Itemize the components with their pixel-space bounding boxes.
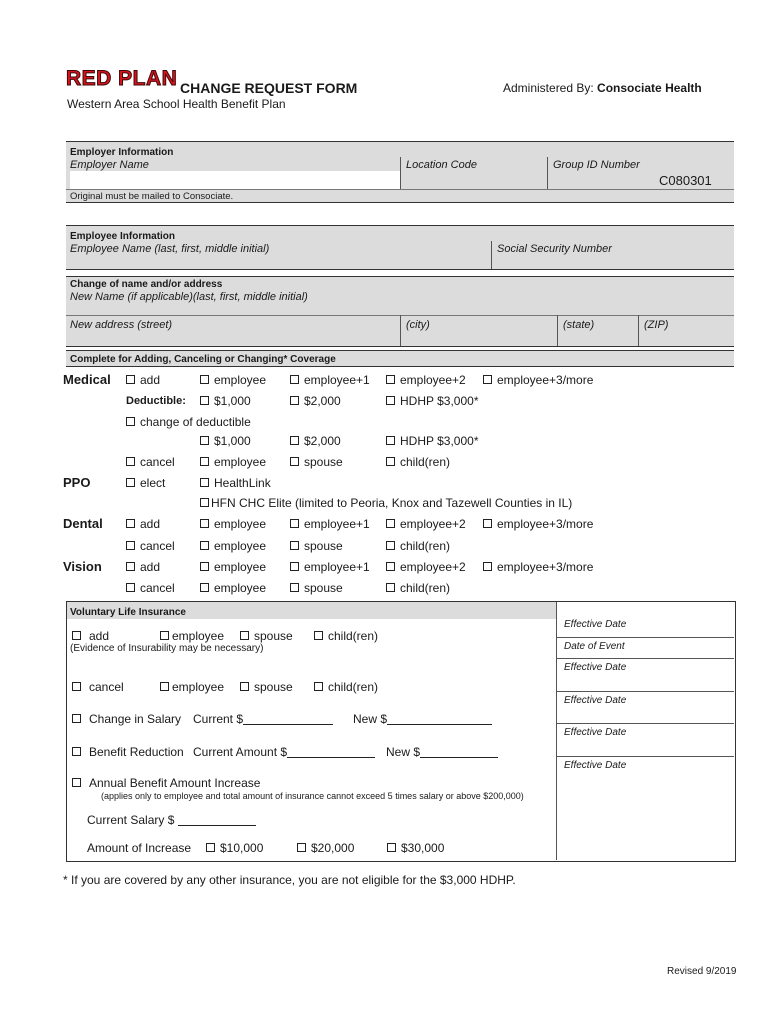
checkbox-icon	[290, 541, 299, 550]
administered-by	[503, 81, 702, 95]
checkbox-icon	[386, 396, 395, 405]
medical-label: Medical	[63, 372, 111, 387]
checkbox-icon	[386, 583, 395, 592]
city-label: (city)	[406, 319, 430, 331]
checkbox-icon	[200, 478, 209, 487]
new-name-label: New Name (if applicable)(last, first, middle initial)	[70, 291, 308, 303]
life-add-checkbox[interactable]: add	[72, 629, 109, 643]
new-salary-blank[interactable]	[387, 712, 492, 725]
checkbox-icon	[290, 562, 299, 571]
dental-employee-plus-2-checkbox[interactable]: employee+2	[386, 517, 466, 531]
deductible-label: Deductible:	[126, 395, 186, 407]
annual-increase-checkbox[interactable]: Annual Benefit Amount Increase	[72, 776, 260, 790]
checkbox-icon	[386, 436, 395, 445]
checkbox-icon	[126, 541, 135, 550]
life-section-title: Voluntary Life Insurance	[70, 607, 186, 618]
ppo-elect-checkbox[interactable]: elect	[126, 476, 165, 490]
deductible-2000-checkbox[interactable]: $2,000	[290, 394, 341, 408]
increase-20000-checkbox[interactable]: $20,000	[297, 841, 354, 855]
checkbox-icon	[200, 498, 209, 507]
checkbox-icon	[72, 747, 81, 756]
new-salary-field[interactable]: New $	[353, 712, 492, 726]
deductible-1000-checkbox[interactable]: $1,000	[200, 394, 251, 408]
checkbox-icon	[240, 631, 249, 640]
checkbox-icon	[200, 436, 209, 445]
vision-employee-plus-3-checkbox[interactable]: employee+3/more	[483, 560, 593, 574]
life-add-spouse-checkbox[interactable]: spouse	[240, 629, 293, 643]
current-salary-field[interactable]: Current $	[193, 712, 333, 726]
checkbox-icon	[290, 396, 299, 405]
effective-date-label-1: Effective Date	[564, 619, 627, 630]
effective-date-label-3: Effective Date	[564, 695, 627, 706]
change-deductible-hdhp-checkbox[interactable]: HDHP $3,000*	[386, 434, 479, 448]
change-deductible-1000-checkbox[interactable]: $1,000	[200, 434, 251, 448]
life-cancel-employee-checkbox[interactable]: employee	[160, 680, 224, 694]
vision-cancel-spouse-checkbox[interactable]: spouse	[290, 581, 343, 595]
effective-date-label-4: Effective Date	[564, 727, 627, 738]
checkbox-icon	[200, 519, 209, 528]
checkbox-icon	[126, 562, 135, 571]
vision-label: Vision	[63, 559, 102, 574]
medical-cancel-employee-checkbox[interactable]: employee	[200, 455, 266, 469]
medical-employee-plus-2-checkbox[interactable]: employee+2	[386, 373, 466, 387]
checkbox-icon	[290, 457, 299, 466]
checkbox-icon	[200, 541, 209, 550]
employee-section-title: Employee Information	[70, 231, 176, 242]
location-code-label: Location Code	[406, 159, 477, 171]
medical-employee-plus-1-checkbox[interactable]: employee+1	[290, 373, 370, 387]
checkbox-icon	[126, 457, 135, 466]
current-salary-blank[interactable]	[243, 712, 333, 725]
checkbox-icon	[314, 631, 323, 640]
ppo-label: PPO	[63, 475, 91, 490]
vision-employee-plus-2-checkbox[interactable]: employee+2	[386, 560, 466, 574]
checkbox-icon	[200, 396, 209, 405]
dental-add-checkbox[interactable]: add	[126, 517, 160, 531]
current-salary-input-blank[interactable]	[178, 813, 256, 826]
ppo-healthlink-checkbox[interactable]: HealthLink	[200, 476, 271, 490]
checkbox-icon	[126, 583, 135, 592]
hdhp-footnote: * If you are covered by any other insurance, you are not eligible for the $3,000 HDHP.	[63, 873, 516, 887]
new-amount-field[interactable]: New $	[386, 745, 498, 759]
checkbox-icon	[72, 631, 81, 640]
revised-date: Revised 9/2019	[667, 966, 737, 977]
ppo-hfn-checkbox[interactable]: HFN CHC Elite (limited to Peoria, Knox and Tazewell Counties in IL)	[200, 496, 572, 510]
zip-label: (ZIP)	[644, 319, 669, 331]
employer-name-input[interactable]	[70, 171, 400, 189]
vision-employee-checkbox[interactable]: employee	[200, 560, 266, 574]
coverage-section-title: Complete for Adding, Canceling or Changing* Coverage	[70, 354, 336, 365]
current-amount-blank[interactable]	[287, 745, 375, 758]
employer-name-label: Employer Name	[70, 159, 149, 171]
deductible-hdhp-checkbox[interactable]: HDHP $3,000*	[386, 394, 479, 408]
group-id-value: C080301	[659, 173, 712, 188]
change-section-title: Change of name and/or address	[70, 279, 223, 290]
group-id-label: Group ID Number	[553, 159, 640, 171]
medical-add-checkbox[interactable]: add	[126, 373, 160, 387]
checkbox-icon	[126, 417, 135, 426]
medical-cancel-spouse-checkbox[interactable]: spouse	[290, 455, 343, 469]
checkbox-icon	[483, 519, 492, 528]
dental-cancel-children-checkbox[interactable]: child(ren)	[386, 539, 450, 553]
checkbox-icon	[290, 583, 299, 592]
checkbox-icon	[200, 457, 209, 466]
vision-cancel-checkbox[interactable]: cancel	[126, 581, 175, 595]
vision-add-checkbox[interactable]: add	[126, 560, 160, 574]
dental-label: Dental	[63, 516, 103, 531]
dental-employee-plus-1-checkbox[interactable]: employee+1	[290, 517, 370, 531]
employee-name-label: Employee Name (last, first, middle initial)	[70, 243, 270, 255]
vision-cancel-employee-checkbox[interactable]: employee	[200, 581, 266, 595]
form-title: CHANGE REQUEST FORM	[180, 80, 358, 96]
checkbox-icon	[72, 682, 81, 691]
vision-cancel-children-checkbox[interactable]: child(ren)	[386, 581, 450, 595]
current-amount-field[interactable]: Current Amount $	[193, 745, 375, 759]
life-cancel-checkbox[interactable]: cancel	[72, 680, 124, 694]
checkbox-icon	[483, 562, 492, 571]
checkbox-icon	[126, 478, 135, 487]
mail-note: Original must be mailed to Consociate.	[70, 191, 234, 202]
increase-10000-checkbox[interactable]: $10,000	[206, 841, 263, 855]
checkbox-icon	[290, 375, 299, 384]
checkbox-icon	[126, 375, 135, 384]
checkbox-icon	[386, 519, 395, 528]
checkbox-icon	[290, 436, 299, 445]
life-add-employee-checkbox[interactable]: employee	[160, 629, 224, 643]
current-salary-input[interactable]: Current Salary $	[87, 813, 256, 827]
medical-cancel-children-checkbox[interactable]: child(ren)	[386, 455, 450, 469]
life-cancel-children-checkbox[interactable]: child(ren)	[314, 680, 378, 694]
plan-subtitle: Western Area School Health Benefit Plan	[67, 97, 286, 111]
administered-label: Administered By:	[503, 81, 594, 95]
change-deductible-2000-checkbox[interactable]: $2,000	[290, 434, 341, 448]
vision-employee-plus-1-checkbox[interactable]: employee+1	[290, 560, 370, 574]
dental-employee-checkbox[interactable]: employee	[200, 517, 266, 531]
checkbox-icon	[290, 519, 299, 528]
new-amount-blank[interactable]	[420, 745, 498, 758]
evidence-note: (Evidence of Insurability may be necessary)	[70, 643, 264, 654]
red-plan-logo: RED PLAN	[66, 67, 178, 90]
life-add-children-checkbox[interactable]: child(ren)	[314, 629, 378, 643]
medical-cancel-checkbox[interactable]: cancel	[126, 455, 175, 469]
checkbox-icon	[206, 843, 215, 852]
benefit-reduction-checkbox[interactable]: Benefit Reduction	[72, 745, 184, 759]
checkbox-icon	[386, 457, 395, 466]
change-deductible-checkbox[interactable]: change of deductible	[126, 415, 251, 429]
checkbox-icon	[126, 519, 135, 528]
dental-cancel-employee-checkbox[interactable]: employee	[200, 539, 266, 553]
checkbox-icon	[297, 843, 306, 852]
checkbox-icon	[200, 562, 209, 571]
state-label: (state)	[563, 319, 595, 331]
dental-cancel-checkbox[interactable]: cancel	[126, 539, 175, 553]
checkbox-icon	[200, 375, 209, 384]
street-label: New address (street)	[70, 319, 173, 331]
checkbox-icon	[72, 778, 81, 787]
administrator-name: Consociate Health	[597, 81, 702, 95]
effective-date-label-2: Effective Date	[564, 662, 627, 673]
medical-employee-plus-3-checkbox[interactable]: employee+3/more	[483, 373, 593, 387]
change-salary-checkbox[interactable]: Change in Salary	[72, 712, 181, 726]
dental-cancel-spouse-checkbox[interactable]: spouse	[290, 539, 343, 553]
checkbox-icon	[240, 682, 249, 691]
increase-30000-checkbox[interactable]: $30,000	[387, 841, 444, 855]
checkbox-icon	[386, 375, 395, 384]
date-of-event-label: Date of Event	[564, 641, 625, 652]
checkbox-icon	[160, 631, 169, 640]
checkbox-icon	[386, 541, 395, 550]
checkbox-icon	[314, 682, 323, 691]
checkbox-icon	[386, 562, 395, 571]
life-cancel-spouse-checkbox[interactable]: spouse	[240, 680, 293, 694]
dental-employee-plus-3-checkbox[interactable]: employee+3/more	[483, 517, 593, 531]
ssn-label: Social Security Number	[497, 243, 612, 255]
checkbox-icon	[160, 682, 169, 691]
medical-employee-checkbox[interactable]: employee	[200, 373, 266, 387]
checkbox-icon	[72, 714, 81, 723]
checkbox-icon	[483, 375, 492, 384]
checkbox-icon	[200, 583, 209, 592]
effective-date-label-5: Effective Date	[564, 760, 627, 771]
amount-increase-label: Amount of Increase	[87, 841, 192, 855]
checkbox-icon	[387, 843, 396, 852]
employer-section-title: Employer Information	[70, 147, 174, 158]
annual-increase-note: (applies only to employee and total amount of insurance cannot exceed 5 times salary or above $200,000)	[101, 791, 524, 801]
